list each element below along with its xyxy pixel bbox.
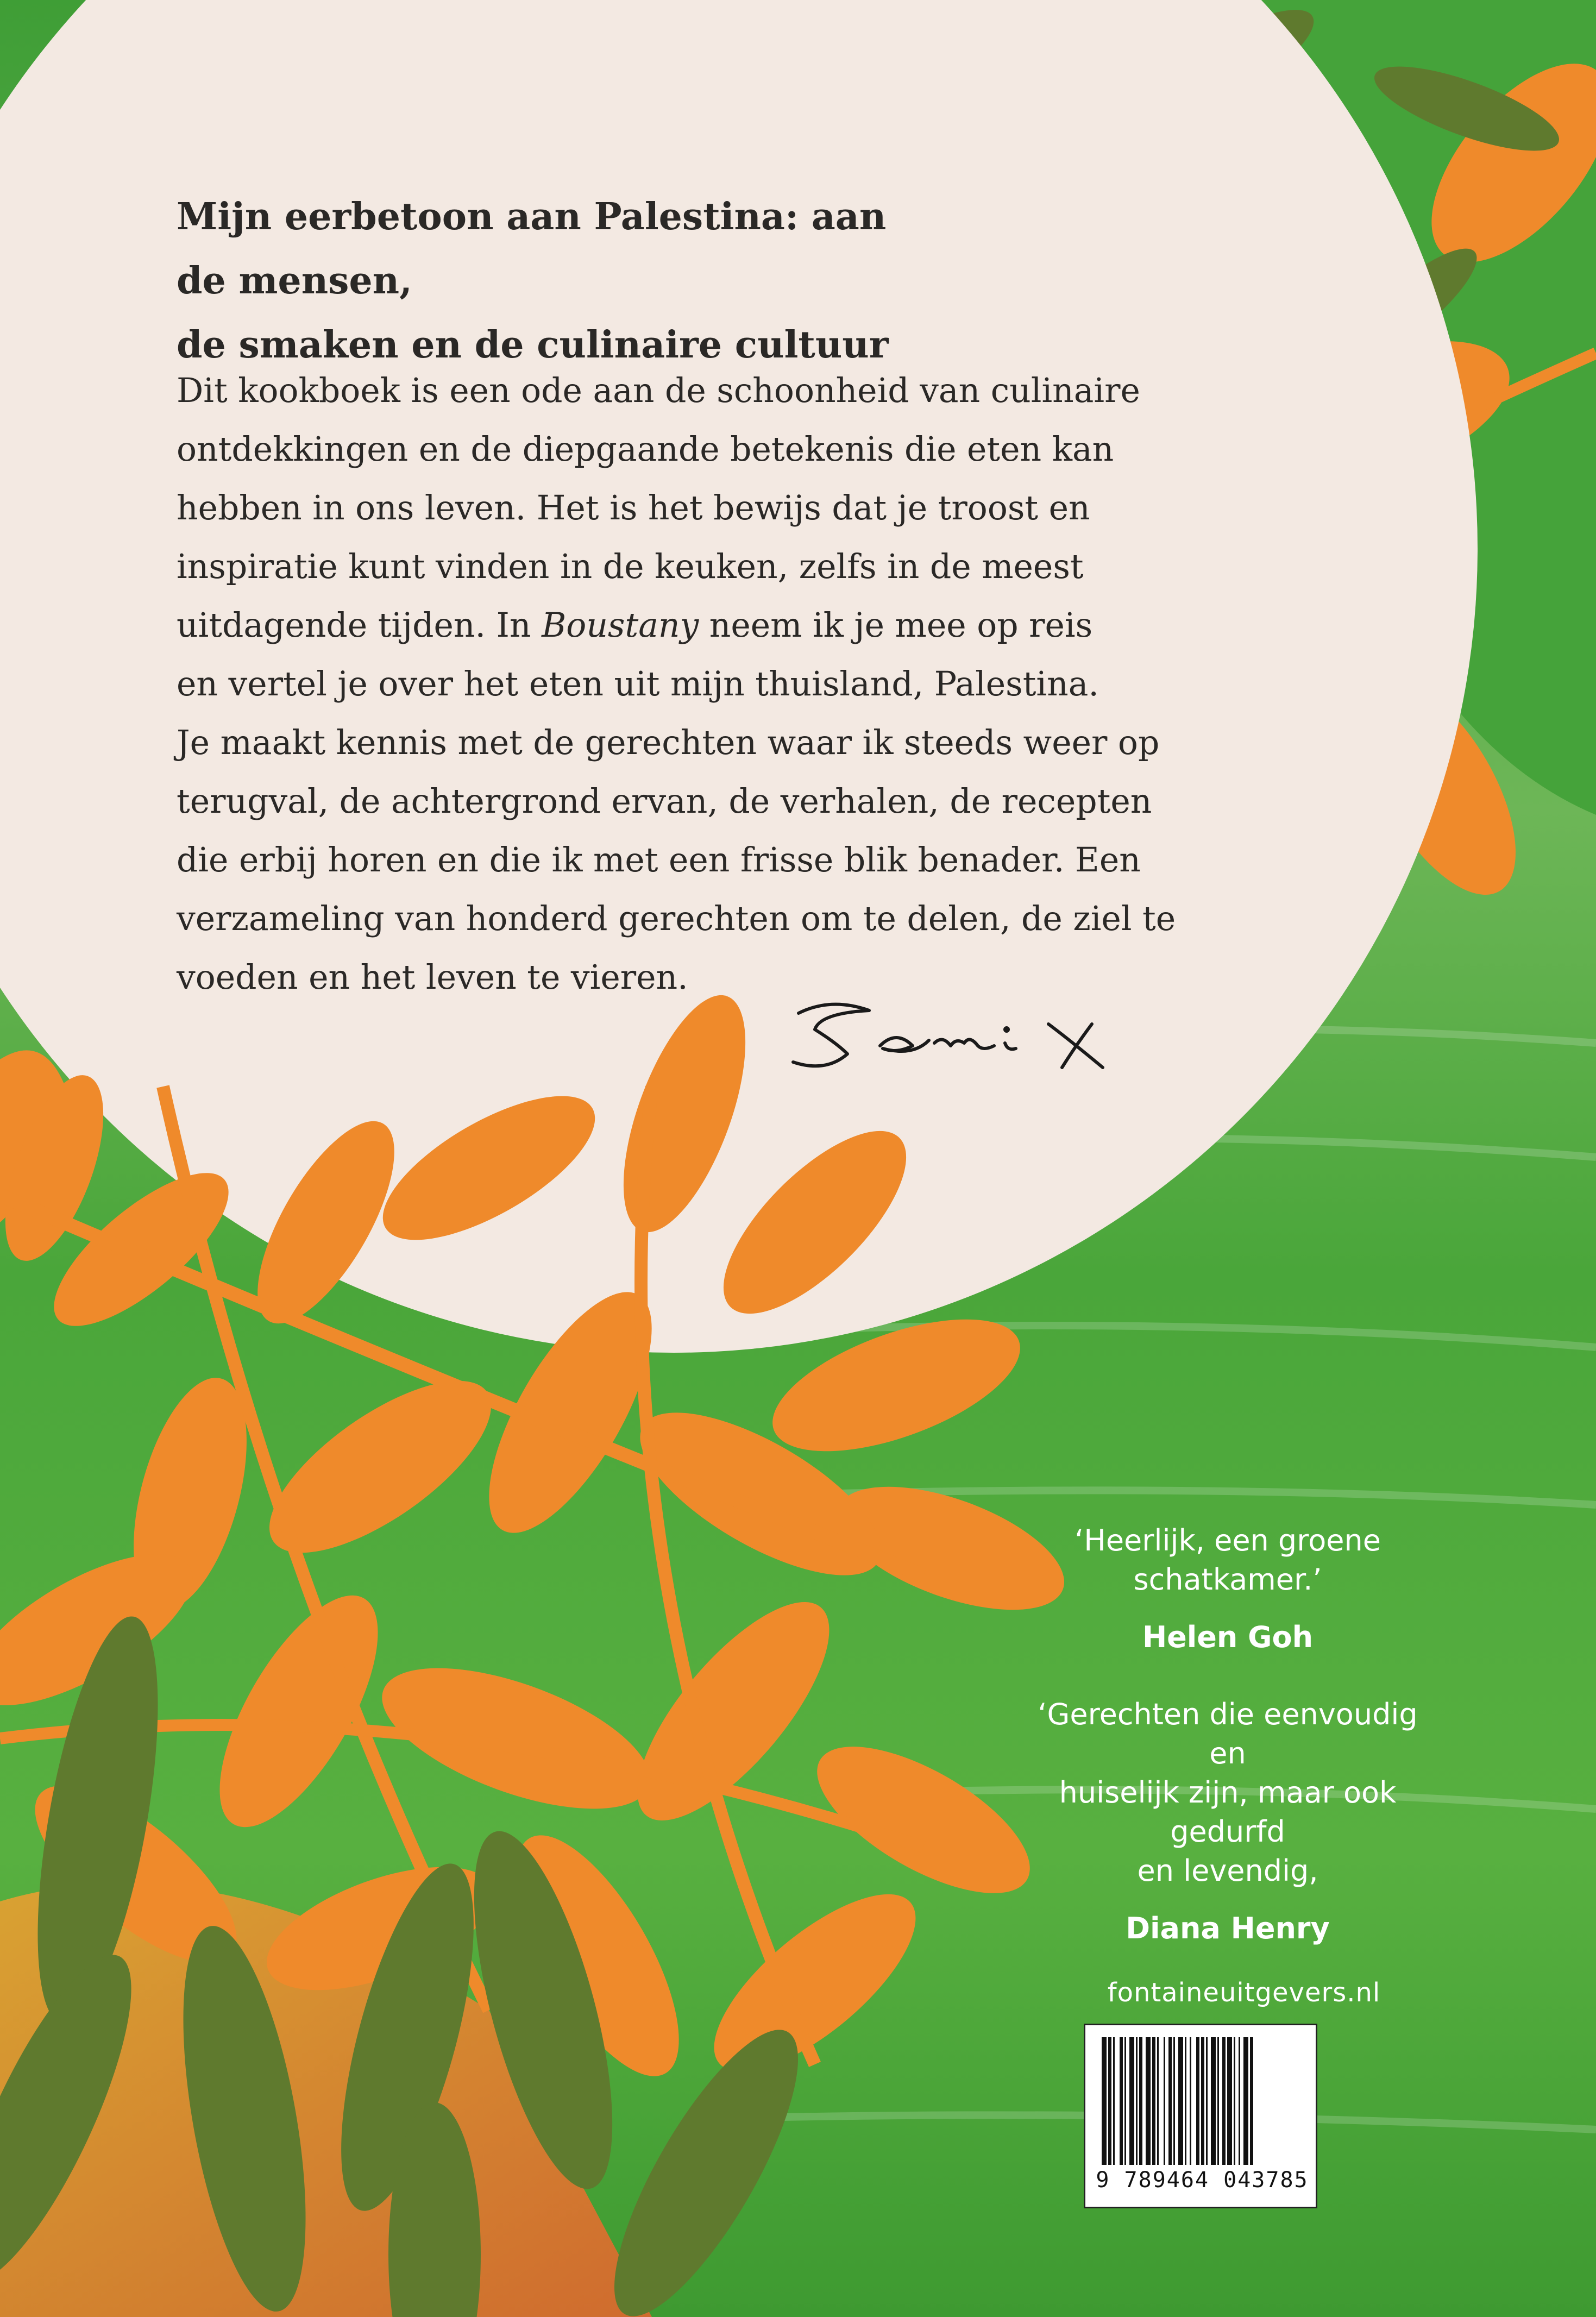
blurb-line: die erbij horen en die ik met een frisse blik benader. Een: [177, 840, 1141, 880]
barcode-bar: [1243, 2037, 1248, 2165]
barcode-bar: [1201, 2037, 1204, 2165]
isbn-number: 9 789464 043785: [1096, 2168, 1309, 2193]
blurb-line: voeden en het leven te vieren.: [177, 958, 688, 997]
handwritten-signature-icon: [788, 991, 1124, 1078]
barcode-bar: [1108, 2037, 1111, 2165]
blurb-line: [177, 596, 1198, 655]
cover-headline: [177, 185, 937, 377]
barcode-bar: [1190, 2037, 1191, 2165]
barcode-bar: [1222, 2037, 1226, 2165]
blurb-line: terugval, de achtergrond ervan, de verhalen, de recepten: [177, 782, 1152, 821]
blurb-fragment: neem ik je mee op reis: [699, 606, 1093, 645]
headline-line-1: Mijn eerbetoon aan Palestina: aan de mensen,: [177, 195, 887, 303]
barcode-bar: [1178, 2037, 1183, 2165]
barcode-bar: [1157, 2037, 1159, 2165]
barcode-bar: [1113, 2037, 1115, 2165]
quote-line: en levendig,: [1137, 1854, 1318, 1888]
publisher-url: fontaineuitgevers.nl: [1107, 1977, 1381, 2008]
quote-block: [1021, 1521, 1434, 1657]
barcode-bar: [1152, 2037, 1155, 2165]
blurb-line: ontdekkingen en de diepgaande betekenis die eten kan: [177, 430, 1114, 469]
barcode-bar: [1196, 2037, 1199, 2165]
quote-line: huiselijk zijn, maar ook gedurfd: [1059, 1775, 1397, 1849]
barcode-bar: [1129, 2037, 1134, 2165]
blurb-line: inspiratie kunt vinden in de keuken, zelfs in de meest: [177, 547, 1084, 586]
headline-line-2: de smaken en de culinaire cultuur: [177, 323, 889, 367]
quote-line: schatkamer.’: [1133, 1562, 1322, 1597]
barcode-bar: [1139, 2037, 1142, 2165]
book-title-italic: Boustany: [542, 606, 699, 645]
barcode-bar: [1146, 2037, 1151, 2165]
barcode-bar: [1234, 2037, 1235, 2165]
quote-block: [1021, 1695, 1434, 1948]
blurb-fragment: uitdagende tijden. In: [177, 606, 542, 645]
barcode-bar: [1168, 2037, 1172, 2165]
barcode-bar: [1173, 2037, 1175, 2165]
quote-line: ‘Heerlijk, een groene: [1075, 1523, 1381, 1558]
quote-text: [1021, 1521, 1434, 1599]
praise-quotes: [1021, 1521, 1434, 1986]
blurb-text: [177, 361, 1198, 1007]
quote-author: Diana Henry: [1126, 1911, 1330, 1945]
quote-line: ‘Gerechten die eenvoudig en: [1038, 1697, 1418, 1770]
blurb-line: en vertel je over het eten uit mijn thuisland, Palestina.: [177, 664, 1099, 704]
blurb-line: Je maakt kennis met de gerechten waar ik steeds weer op: [177, 723, 1160, 762]
barcode-box: [1084, 2024, 1317, 2208]
blurb-line: Dit kookboek is een ode aan de schoonheid van culinaire: [177, 371, 1140, 410]
barcode-bar: [1239, 2037, 1240, 2165]
barcode-bar: [1102, 2037, 1107, 2165]
barcode-icon: [1102, 2037, 1303, 2165]
blurb-line: hebben in ons leven. Het is het bewijs dat je troost en: [177, 488, 1090, 528]
barcode-bar: [1206, 2037, 1208, 2165]
barcode-bar: [1250, 2037, 1253, 2165]
quote-author: Helen Goh: [1142, 1620, 1314, 1654]
barcode-bar: [1136, 2037, 1138, 2165]
barcode-bar: [1120, 2037, 1123, 2165]
barcode-bar: [1185, 2037, 1186, 2165]
barcode-bar: [1164, 2037, 1165, 2165]
barcode-bar: [1124, 2037, 1126, 2165]
blurb-line: verzameling van honderd gerechten om te delen, de ziel te: [177, 899, 1176, 938]
barcode-bar: [1211, 2037, 1216, 2165]
quote-text: [1021, 1695, 1434, 1891]
barcode-bar: [1217, 2037, 1219, 2165]
barcode-bar: [1227, 2037, 1232, 2165]
